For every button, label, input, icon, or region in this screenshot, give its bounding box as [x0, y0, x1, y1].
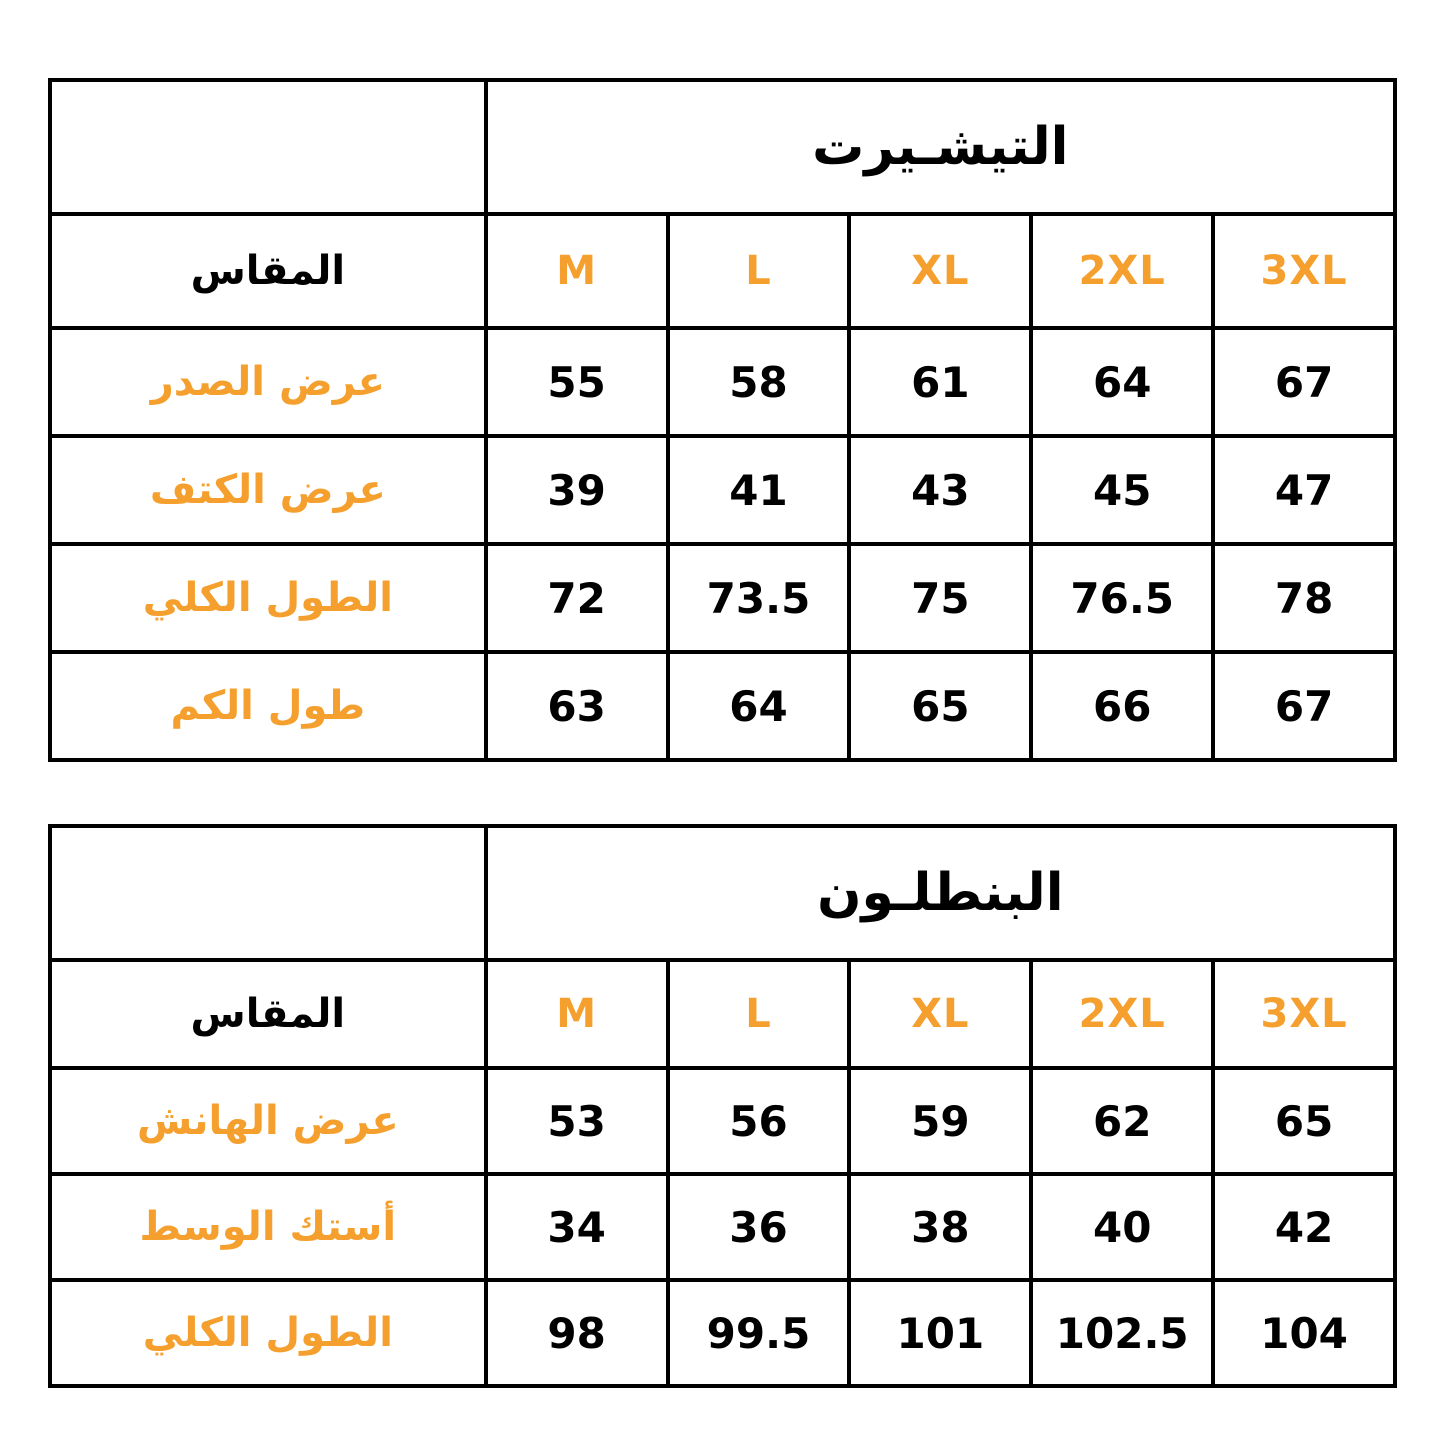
pants-hip-m: 53	[486, 1068, 668, 1174]
tshirt-row-label-total-length: الطول الكلي	[50, 544, 486, 652]
table-row	[50, 328, 1395, 436]
pants-length-l: 99.5	[668, 1280, 850, 1386]
tshirt-length-2xl: 76.5	[1031, 544, 1213, 652]
pants-length-xl: 101	[849, 1280, 1031, 1386]
pants-length-m: 98	[486, 1280, 668, 1386]
tshirt-shoulder-3xl: 47	[1213, 436, 1395, 544]
pants-row-label-total-length: الطول الكلي	[50, 1280, 486, 1386]
tshirt-title: التيشـيرت	[486, 80, 1395, 214]
tshirt-size-xl: XL	[849, 214, 1031, 328]
pants-hip-3xl: 65	[1213, 1068, 1395, 1174]
pants-row-label-hip-width: عرض الهانش	[50, 1068, 486, 1174]
pants-size-l: L	[668, 960, 850, 1068]
tshirt-shoulder-2xl: 45	[1031, 436, 1213, 544]
pants-length-3xl: 104	[1213, 1280, 1395, 1386]
tshirt-chest-l: 58	[668, 328, 850, 436]
pants-size-table	[48, 824, 1397, 1388]
tshirt-chest-2xl: 64	[1031, 328, 1213, 436]
pants-length-2xl: 102.5	[1031, 1280, 1213, 1386]
tshirt-shoulder-m: 39	[486, 436, 668, 544]
pants-size-m: M	[486, 960, 668, 1068]
pants-title-row	[50, 826, 1395, 960]
tshirt-size-l: L	[668, 214, 850, 328]
table-row	[50, 1174, 1395, 1280]
tshirt-title-blank-cell	[50, 80, 486, 214]
tshirt-length-3xl: 78	[1213, 544, 1395, 652]
pants-hip-l: 56	[668, 1068, 850, 1174]
tshirt-title-row	[50, 80, 1395, 214]
pants-hip-xl: 59	[849, 1068, 1031, 1174]
pants-row-label-waist-elastic: أستك الوسط	[50, 1174, 486, 1280]
pants-title-blank-cell	[50, 826, 486, 960]
table-row	[50, 1068, 1395, 1174]
tshirt-size-table	[48, 78, 1397, 762]
tshirt-sleeve-2xl: 66	[1031, 652, 1213, 760]
tshirt-size-3xl: 3XL	[1213, 214, 1395, 328]
tshirt-length-m: 72	[486, 544, 668, 652]
tshirt-row-label-chest: عرض الصدر	[50, 328, 486, 436]
pants-size-2xl: 2XL	[1031, 960, 1213, 1068]
pants-size-header-label: المقاس	[50, 960, 486, 1068]
tshirt-length-xl: 75	[849, 544, 1031, 652]
tshirt-length-l: 73.5	[668, 544, 850, 652]
pants-waist-2xl: 40	[1031, 1174, 1213, 1280]
tshirt-row-label-shoulder: عرض الكتف	[50, 436, 486, 544]
pants-waist-m: 34	[486, 1174, 668, 1280]
tshirt-sleeve-3xl: 67	[1213, 652, 1395, 760]
tshirt-chest-xl: 61	[849, 328, 1031, 436]
pants-title: البنطلـون	[486, 826, 1395, 960]
table-row	[50, 1280, 1395, 1386]
table-row	[50, 436, 1395, 544]
tshirt-chest-m: 55	[486, 328, 668, 436]
pants-size-xl: XL	[849, 960, 1031, 1068]
tshirt-sleeve-l: 64	[668, 652, 850, 760]
tshirt-row-label-sleeve-length: طول الكم	[50, 652, 486, 760]
tshirt-shoulder-l: 41	[668, 436, 850, 544]
pants-header-row	[50, 960, 1395, 1068]
pants-waist-xl: 38	[849, 1174, 1031, 1280]
pants-waist-3xl: 42	[1213, 1174, 1395, 1280]
tshirt-size-header-label: المقاس	[50, 214, 486, 328]
tshirt-size-2xl: 2XL	[1031, 214, 1213, 328]
tshirt-sleeve-m: 63	[486, 652, 668, 760]
table-row	[50, 544, 1395, 652]
pants-size-3xl: 3XL	[1213, 960, 1395, 1068]
tshirt-shoulder-xl: 43	[849, 436, 1031, 544]
tshirt-size-m: M	[486, 214, 668, 328]
tshirt-chest-3xl: 67	[1213, 328, 1395, 436]
pants-waist-l: 36	[668, 1174, 850, 1280]
table-row	[50, 652, 1395, 760]
pants-hip-2xl: 62	[1031, 1068, 1213, 1174]
tshirt-sleeve-xl: 65	[849, 652, 1031, 760]
tshirt-header-row	[50, 214, 1395, 328]
